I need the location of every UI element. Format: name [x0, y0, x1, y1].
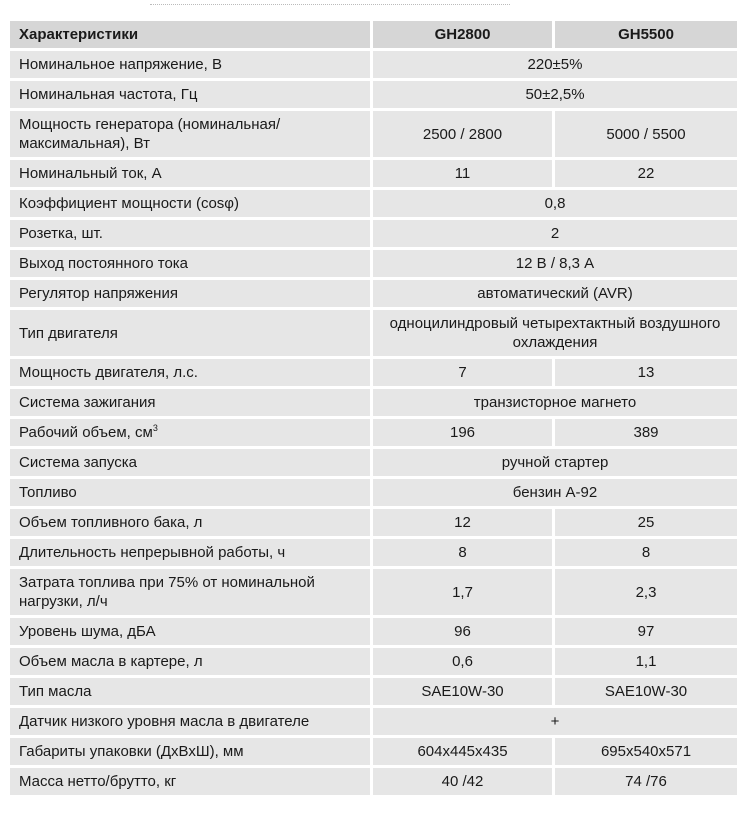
- row-value-gh2800: 11: [370, 160, 552, 187]
- row-value-merged: 220±5%: [370, 51, 737, 78]
- row-label: Коэффициент мощности (cosφ): [10, 190, 370, 217]
- row-value-gh5500: 74 /76: [552, 768, 737, 795]
- row-label: Датчик низкого уровня масла в двигателе: [10, 708, 370, 735]
- table-row: [10, 509, 737, 536]
- row-value-gh2800: 2500 / 2800: [370, 111, 552, 157]
- row-value-gh2800: 40 /42: [370, 768, 552, 795]
- table-row: [10, 768, 737, 795]
- header-characteristics: Характеристики: [10, 21, 370, 48]
- table-row: [10, 648, 737, 675]
- row-value-gh2800: 1,7: [370, 569, 552, 615]
- row-label: Система запуска: [10, 449, 370, 476]
- row-value-merged: автоматический (AVR): [370, 280, 737, 307]
- header-model-gh5500: GH5500: [552, 21, 737, 48]
- row-label-text: Рабочий объем, см: [19, 424, 153, 441]
- table-row: [10, 449, 737, 476]
- row-value-gh2800: 96: [370, 618, 552, 645]
- row-label: Топливо: [10, 479, 370, 506]
- row-label: Номинальная частота, Гц: [10, 81, 370, 108]
- row-value-gh2800: 12: [370, 509, 552, 536]
- table-row: [10, 280, 737, 307]
- row-label: Длительность непрерывной работы, ч: [10, 539, 370, 566]
- row-value-gh2800: 7: [370, 359, 552, 386]
- row-label: Затрата топлива при 75% от номинальной нагрузки, л/ч: [10, 569, 370, 615]
- cropped-top-edge: [0, 0, 747, 18]
- table-row: [10, 310, 737, 356]
- row-label: Масса нетто/брутто, кг: [10, 768, 370, 795]
- row-value-merged: 50±2,5%: [370, 81, 737, 108]
- table-row: [10, 81, 737, 108]
- table-row: [10, 618, 737, 645]
- row-value-merged: 12 В / 8,3 А: [370, 250, 737, 277]
- row-label: Номинальный ток, А: [10, 160, 370, 187]
- row-label: Тип масла: [10, 678, 370, 705]
- table-row: [10, 51, 737, 78]
- row-value-gh5500: 5000 / 5500: [552, 111, 737, 157]
- superscript-three: 3: [152, 423, 158, 433]
- row-value-gh5500: 13: [552, 359, 737, 386]
- row-value-gh2800: 604x445x435: [370, 738, 552, 765]
- row-value-merged: +: [370, 708, 737, 735]
- specifications-table: [10, 18, 737, 798]
- row-label: Розетка, шт.: [10, 220, 370, 247]
- row-value-gh5500: 8: [552, 539, 737, 566]
- row-label: Мощность двигателя, л.с.: [10, 359, 370, 386]
- table-row: [10, 569, 737, 615]
- row-label: Тип двигателя: [10, 310, 370, 356]
- table-header-row: [10, 21, 737, 48]
- row-label: Мощность генератора (номинальная/ максимальная), Вт: [10, 111, 370, 157]
- row-label: Система зажигания: [10, 389, 370, 416]
- table-row: [10, 708, 737, 735]
- table-row: [10, 160, 737, 187]
- row-label: [10, 419, 370, 446]
- row-value-gh5500: 1,1: [552, 648, 737, 675]
- row-label: Выход постоянного тока: [10, 250, 370, 277]
- row-label: Габариты упаковки (ДхВхШ), мм: [10, 738, 370, 765]
- row-label: Объем топливного бака, л: [10, 509, 370, 536]
- row-value-gh2800: 196: [370, 419, 552, 446]
- row-value-merged: ручной стартер: [370, 449, 737, 476]
- table-row: [10, 190, 737, 217]
- row-value-gh2800: 0,6: [370, 648, 552, 675]
- row-label: Объем масла в картере, л: [10, 648, 370, 675]
- row-value-gh5500: 25: [552, 509, 737, 536]
- row-value-gh2800: 8: [370, 539, 552, 566]
- table-row: [10, 539, 737, 566]
- table-row: [10, 678, 737, 705]
- row-value-gh5500: 97: [552, 618, 737, 645]
- table-row: [10, 250, 737, 277]
- table-row: [10, 419, 737, 446]
- table-row: [10, 220, 737, 247]
- table-row: [10, 111, 737, 157]
- row-value-merged: одноцилиндровый четырехтактный воздушного охлаждения: [370, 310, 737, 356]
- row-value-gh5500: 2,3: [552, 569, 737, 615]
- row-value-gh5500: 389: [552, 419, 737, 446]
- row-label: Номинальное напряжение, В: [10, 51, 370, 78]
- table-row: [10, 359, 737, 386]
- row-label: Уровень шума, дБА: [10, 618, 370, 645]
- row-value-merged: 0,8: [370, 190, 737, 217]
- row-label: Регулятор напряжения: [10, 280, 370, 307]
- row-value-merged: транзисторное магнето: [370, 389, 737, 416]
- row-value-gh2800: SAE10W-30: [370, 678, 552, 705]
- row-value-merged: бензин А-92: [370, 479, 737, 506]
- row-value-gh5500: 22: [552, 160, 737, 187]
- row-value-gh5500: SAE10W-30: [552, 678, 737, 705]
- table-row: [10, 479, 737, 506]
- table-row: [10, 738, 737, 765]
- header-model-gh2800: GH2800: [370, 21, 552, 48]
- row-value-merged: 2: [370, 220, 737, 247]
- table-row: [10, 389, 737, 416]
- cropped-text-remnant: [150, 0, 510, 5]
- row-value-gh5500: 695x540x571: [552, 738, 737, 765]
